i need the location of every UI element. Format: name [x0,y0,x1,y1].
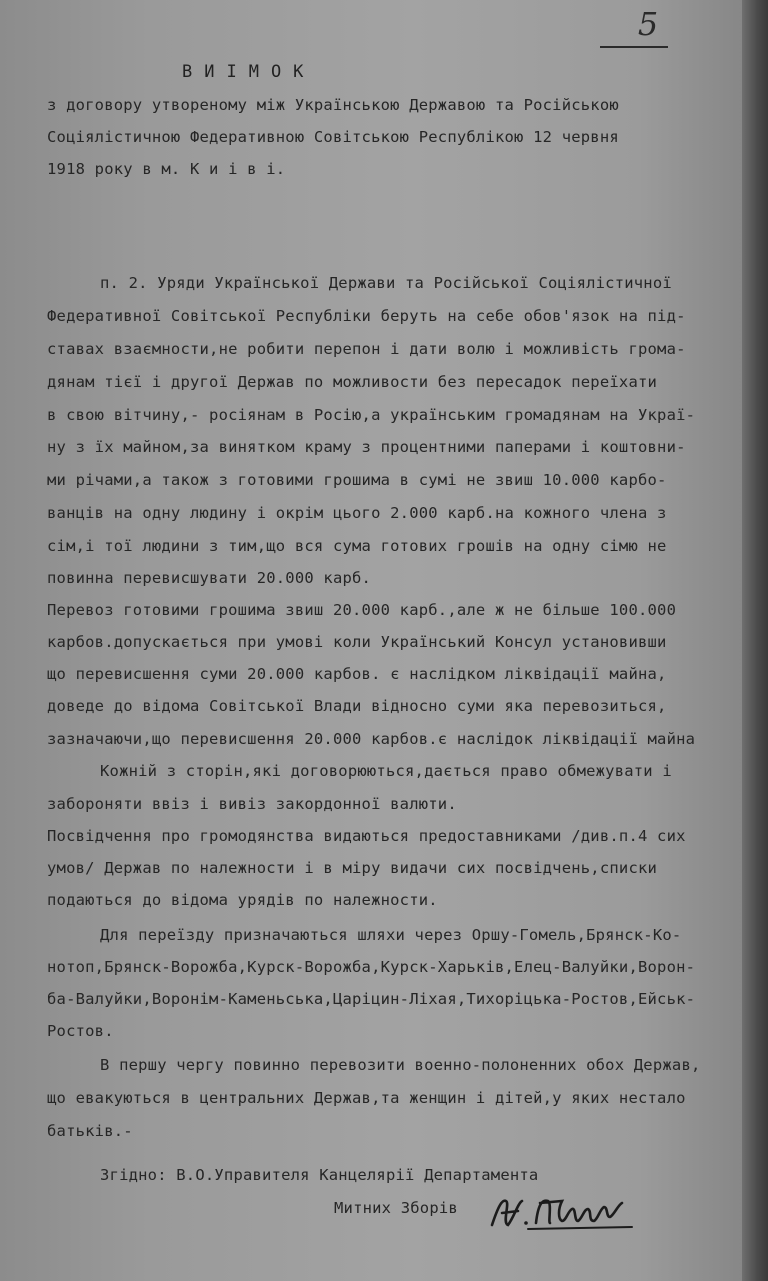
body-line: сім,і тої людини з тим,що вся сума готових грошів на одну сімю не [47,537,667,555]
page-number: 5 [637,5,659,43]
body-line: батьків.- [47,1122,133,1140]
handwritten-signature [488,1193,638,1233]
body-line: ми річами,а також з готовими грошима в сумі не звиш 10.000 карбо- [47,471,667,489]
body-line: зазначаючи,що перевисшення 20.000 карбов.є наслідок ліквідації майна [47,730,696,748]
document-title: ВИІМОК [182,62,316,82]
intro-line: Соціялістичною Федеративною Совітською Республікою 12 червня [47,128,619,146]
body-line: Федеративної Совітської Республіки беруть на себе обов'язок на під- [47,307,686,325]
body-line: дянам тієї і другої Держав по можливости без пересадок переїхати [47,373,658,391]
body-line: карбов.допускається при умові коли Український Консул установивши [47,633,667,651]
body-line: повинна перевисшувати 20.000 карб. [47,569,372,587]
closing-line: Згідно: В.О.Управителя Канцелярії Департамента [100,1166,539,1184]
body-line: Перевоз готовими грошима звиш 20.000 карб.,але ж не більше 100.000 [47,601,677,619]
body-line: ставах взаємности,не робити перепон і дати волю і можливість грома- [47,340,686,358]
closing-line: Митних Зборів [334,1199,458,1217]
page-number-underline [600,46,668,48]
body-line: Ростов. [47,1022,114,1040]
intro-line: 1918 року в м. К и і в і. [47,160,286,178]
body-line: що перевисшення суми 20.000 карбов. є наслідком ліквідації майна, [47,665,667,683]
body-line: подаються до відома урядів по належности. [47,891,438,909]
body-line: доведе до відома Совітської Влади відносно суми яка перевозиться, [47,697,667,715]
body-line: ну з їх майном,за винятком краму з процентними паперами і коштовни- [47,438,686,456]
body-line: забороняти ввіз і вивіз закордонної валюти. [47,795,457,813]
body-line: Кожній з сторін,які договорюються,дається право обмежувати і [100,762,672,780]
body-line: умов/ Держав по належности і в міру видачи сих посвідчень,списки [47,859,658,877]
body-line: ба-Валуйки,Воронім-Каменьська,Царіцин-Ліхая,Тихоріцька-Ростов,Ейськ- [47,990,696,1008]
body-line: В першу чергу повинно перевозити военно-полоненних обох Держав, [100,1056,701,1074]
page-edge [742,0,768,1281]
body-line: Посвідчення про громодянства видаються предоставниками /див.п.4 сих [47,827,686,845]
intro-line: з договору утвореному між Українською Державою та Російською [47,96,619,114]
body-line: ванців на одну людину і окрім цього 2.000 карб.на кожного члена з [47,504,667,522]
body-line: п. 2. Уряди Української Держави та Російської Соціялістичної [100,274,672,292]
body-line: в свою вітчину,- росіянам в Росію,а українським громадянам на Украї- [47,406,696,424]
body-line: що евакуються в центральних Держав,та женщин і дітей,у яких нестало [47,1089,686,1107]
body-line: нотоп,Брянск-Ворожба,Курск-Ворожба,Курск-Харьків,Елец-Валуйки,Ворон- [47,958,696,976]
body-line: Для переїзду призначаються шляхи через Оршу-Гомель,Брянск-Ко- [100,926,682,944]
